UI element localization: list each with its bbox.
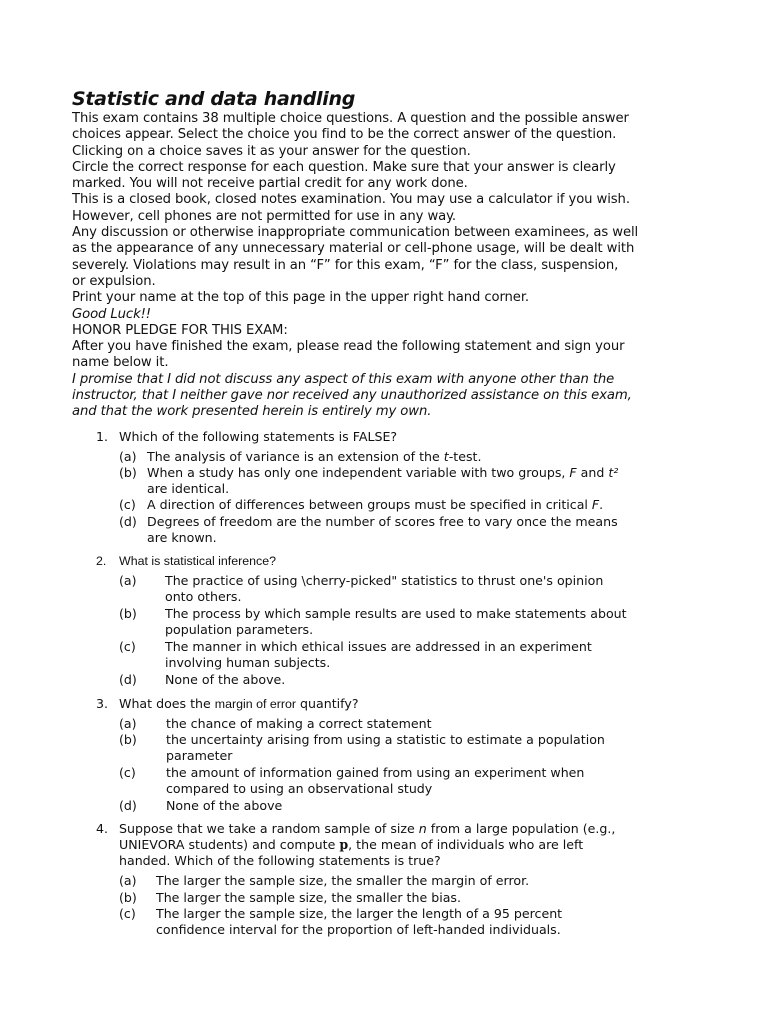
option-label: (c) — [119, 765, 136, 780]
q4c-line-2: confidence interval for the proportion of left-handed individuals. — [156, 922, 561, 938]
q2c-line-2: involving human subjects. — [165, 655, 331, 671]
option-text — [119, 514, 699, 547]
q1-option-a[interactable] — [119, 449, 699, 465]
question-text: What does the — [119, 696, 215, 711]
question-3-stem — [96, 696, 359, 712]
option-label: (b) — [119, 890, 137, 905]
q1d-line-2: are known. — [147, 530, 217, 546]
option-text — [119, 732, 709, 765]
instruction-line: choices appear. Select the choice you find to be the correct answer of the question. — [72, 127, 617, 143]
math-symbol-f: F — [591, 497, 600, 512]
q1-option-c[interactable] — [119, 497, 699, 513]
question-text: Which of the following statements is FALSE? — [119, 429, 398, 444]
q3-option-c[interactable] — [119, 765, 709, 798]
question-4-stem-line-3 — [119, 853, 441, 869]
honor-pledge-statement: instructor, that I neither gave nor received any unauthorized assistance on this exam, — [72, 388, 632, 404]
option-label: (c) — [119, 497, 136, 512]
q1a-line-1: The analysis of variance is an extension of the t-test. — [147, 449, 482, 464]
question-4-stem-line-2 — [119, 837, 583, 853]
q1-option-d[interactable] — [119, 514, 699, 547]
instruction-line: Clicking on a choice saves it as your answer for the question. — [72, 143, 471, 159]
option-text — [119, 765, 709, 798]
q2b-line-1: The process by which sample results are used to make statements about — [165, 606, 627, 621]
question-text: What is statistical inference? — [119, 554, 277, 568]
q4-option-b[interactable] — [119, 890, 709, 906]
question-1-stem — [96, 429, 397, 445]
q1-option-b[interactable] — [119, 465, 699, 498]
option-label: (a) — [119, 449, 137, 464]
good-luck-line: Good Luck!! — [72, 306, 151, 322]
instruction-line: name below it. — [72, 355, 169, 371]
option-label: (a) — [119, 716, 137, 731]
q2d-line-1: None of the above. — [165, 672, 286, 687]
q1b-line-1: When a study has only one independent variable with two groups, F and t² — [147, 465, 619, 480]
math-symbol-f: F — [569, 465, 577, 480]
question-number: 3. — [96, 696, 109, 711]
option-text — [119, 449, 699, 465]
q2a-line-1: The practice of using \cherry-picked" statistics to thrust one's opinion — [165, 573, 604, 588]
option-label: (b) — [119, 606, 137, 621]
option-text — [119, 672, 709, 688]
margin-of-error-term: margin of error — [214, 697, 297, 711]
option-text — [119, 606, 709, 639]
option-label: (c) — [119, 906, 136, 921]
instruction-line: However, cell phones are not permitted for use in any way. — [72, 208, 457, 224]
question-number: 1. — [96, 429, 109, 444]
q3d-line-1: None of the above — [166, 798, 283, 813]
option-label: (a) — [119, 873, 137, 888]
option-label: (d) — [119, 514, 137, 529]
q1d-line-1: Degrees of freedom are the number of scores free to vary once the means — [147, 514, 618, 529]
q2c-line-1: The manner in which ethical issues are addressed in an experiment — [165, 639, 592, 654]
honor-pledge-statement: and that the work presented herein is entirely my own. — [72, 404, 432, 420]
instruction-line: or expulsion. — [72, 273, 156, 289]
exam-title: Statistic and data handling — [72, 88, 355, 110]
math-symbol-t: t — [443, 449, 449, 464]
option-text — [119, 716, 709, 732]
math-symbol-n: n — [418, 821, 427, 836]
q4-option-a[interactable] — [119, 873, 709, 889]
question-text: quantify? — [296, 696, 359, 711]
option-text — [119, 639, 709, 672]
instruction-line: Circle the correct response for each question. Make sure that your answer is clearly — [72, 159, 616, 175]
question-number: 4. — [96, 821, 109, 836]
q2-option-c[interactable] — [119, 639, 709, 672]
instruction-line: This exam contains 38 multiple choice questions. A question and the possible answer — [72, 111, 629, 126]
math-symbol-t-squared: t² — [608, 465, 619, 480]
instruction-line: severely. Violations may result in an “F” for this exam, “F” for the class, suspension, — [72, 257, 619, 273]
option-text — [119, 465, 699, 498]
question-4-stem — [96, 821, 615, 837]
q2-option-b[interactable] — [119, 606, 709, 639]
option-text — [119, 798, 709, 814]
q3b-line-1: the uncertainty arising from using a statistic to estimate a population — [166, 732, 605, 747]
question-2-stem — [96, 553, 276, 569]
option-label: (b) — [119, 465, 137, 480]
instruction-line: Any discussion or otherwise inappropriate communication between examinees, as well — [72, 225, 639, 241]
instruction-line: After you have finished the exam, please read the following statement and sign your — [72, 339, 625, 355]
math-symbol-p: p — [339, 837, 349, 852]
honor-pledge-statement: I promise that I did not discuss any aspect of this exam with anyone other than the — [72, 371, 615, 387]
q3-option-d[interactable] — [119, 798, 709, 814]
q2-option-d[interactable] — [119, 672, 709, 688]
instruction-line: as the appearance of any unnecessary material or cell-phone usage, will be dealt with — [72, 241, 635, 257]
option-text — [119, 573, 709, 606]
option-label: (d) — [119, 672, 137, 687]
option-text — [119, 497, 699, 513]
option-label: (c) — [119, 639, 136, 654]
option-label: (b) — [119, 732, 137, 747]
honor-pledge-heading: HONOR PLEDGE FOR THIS EXAM: — [72, 322, 288, 338]
question-text: handed. Which of the following statements is true? — [119, 853, 441, 868]
instruction-line: This is a closed book, closed notes examination. You may use a calculator if you wish. — [72, 192, 630, 208]
q2b-line-2: population parameters. — [165, 622, 314, 638]
q3b-line-2: parameter — [166, 748, 233, 764]
question-text: Suppose that we take a random sample of size n from a large population (e.g., — [119, 821, 616, 836]
q1b-line-2: are identical. — [147, 481, 230, 497]
question-text: UNIEVORA students) and compute p, the mean of individuals who are left — [119, 837, 584, 852]
q4b-line-1: The larger the sample size, the smaller the bias. — [156, 890, 461, 905]
option-label: (a) — [119, 573, 137, 588]
q3-option-b[interactable] — [119, 732, 709, 765]
q1c-line-1: A direction of differences between groups must be specified in critical F. — [147, 497, 604, 512]
q2-option-a[interactable] — [119, 573, 709, 606]
option-text — [119, 873, 709, 889]
q3c-line-2: compared to using an observational study — [166, 781, 433, 797]
exam-instructions — [72, 111, 702, 421]
q4a-line-1: The larger the sample size, the smaller the margin of error. — [156, 873, 530, 888]
instruction-line: Print your name at the top of this page in the upper right hand corner. — [72, 290, 530, 306]
q4c-line-1: The larger the sample size, the larger the length of a 95 percent — [156, 906, 563, 921]
option-text — [119, 890, 709, 906]
q3a-line-1: the chance of making a correct statement — [166, 716, 432, 731]
instruction-line: marked. You will not receive partial credit for any work done. — [72, 176, 468, 192]
q4-option-c[interactable] — [119, 906, 709, 939]
q2a-line-2: onto others. — [165, 589, 242, 605]
option-text — [119, 906, 709, 939]
option-label: (d) — [119, 798, 137, 813]
q3-option-a[interactable] — [119, 716, 709, 732]
q3c-line-1: the amount of information gained from using an experiment when — [166, 765, 585, 780]
question-number: 2. — [96, 554, 107, 568]
